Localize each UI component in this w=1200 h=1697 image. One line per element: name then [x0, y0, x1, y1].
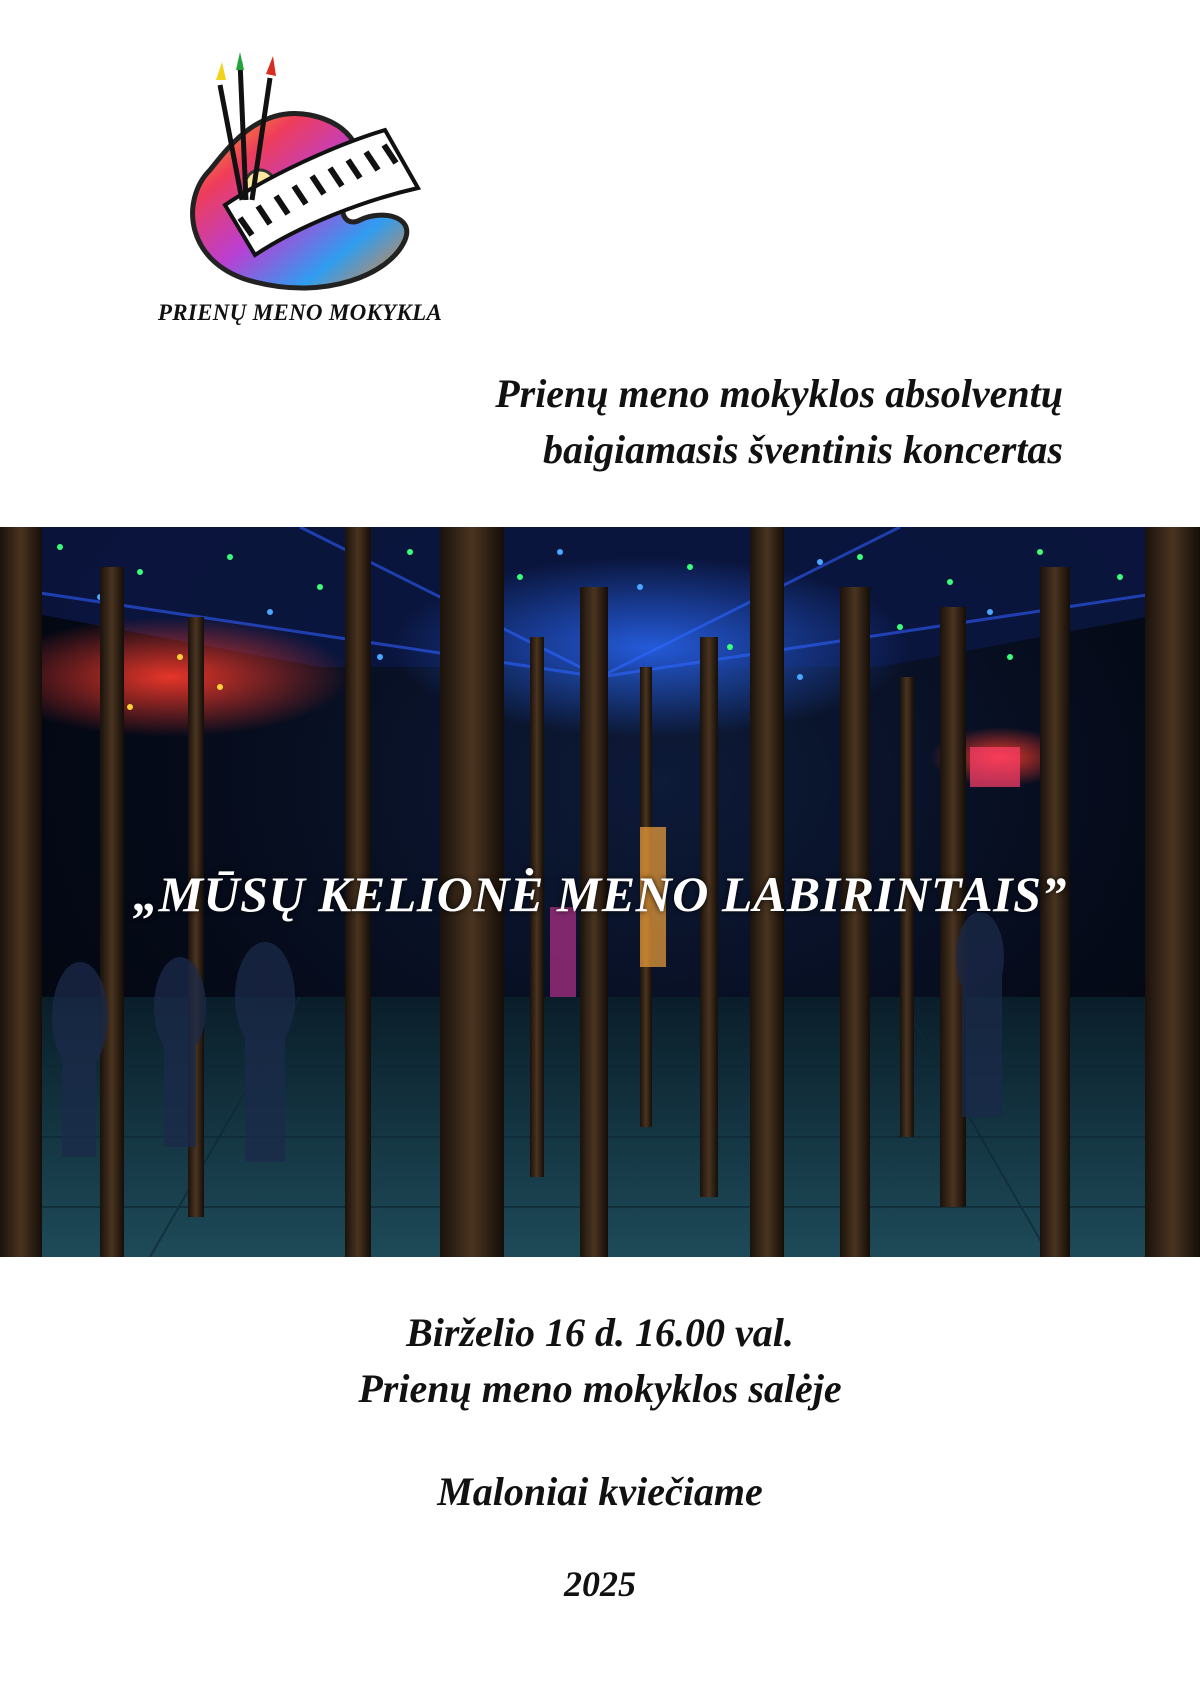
- concert-title: „MŪSŲ KELIONĖ MENO LABIRINTAIS”: [133, 866, 1067, 922]
- school-name: PRIENŲ MENO MOKYKLA: [157, 300, 443, 325]
- event-year: 2025: [564, 1564, 636, 1604]
- school-logo: [120, 50, 480, 350]
- heading-line-2: baigiamasis šventinis koncertas: [542, 427, 1063, 472]
- event-date: Birželio 16 d. 16.00 val.: [406, 1310, 794, 1355]
- concert-heading: [495, 366, 1063, 478]
- palette-piano-icon: [160, 50, 460, 300]
- mirror-labyrinth-photo: [0, 527, 1200, 1257]
- invitation-text: Maloniai kviečiame: [437, 1469, 763, 1514]
- event-details: [0, 1305, 1200, 1417]
- heading-line-1: Prienų meno mokyklos absolventų: [495, 371, 1063, 416]
- event-place: Prienų meno mokyklos salėje: [358, 1366, 842, 1411]
